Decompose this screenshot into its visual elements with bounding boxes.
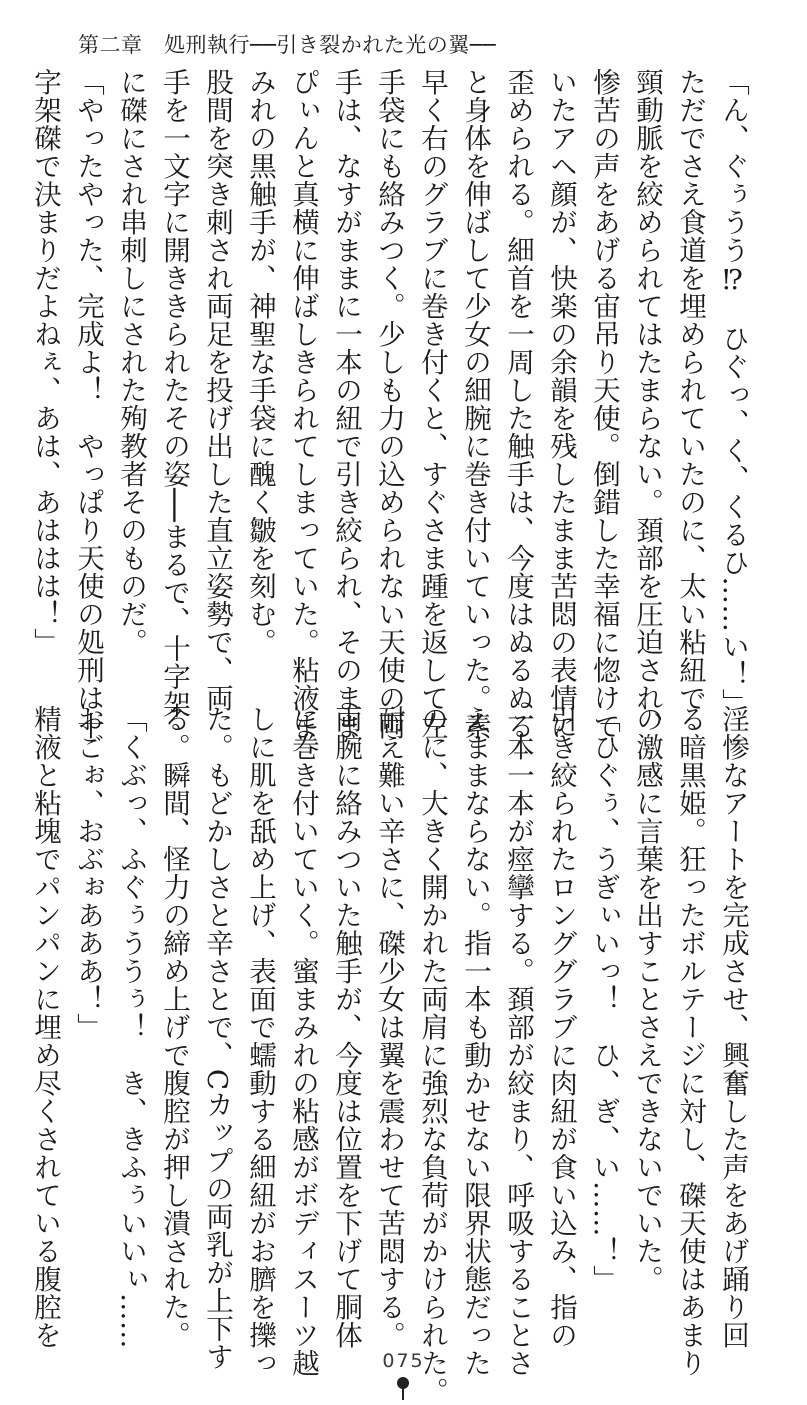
text-line: 手袋にも絡みつく。少しも力の込められない天使の両 [373,68,405,740]
text-line: 歪められる。細首を一周した触手は、今度はぬるぬる [502,68,534,740]
text-line: の激感に言葉を出すことさえできないでいた。 [631,705,663,1293]
text-line: 耐え難い辛さに、磔少女は翼を震わせて苦悶する。 [373,705,405,1349]
text-line: ただでさえ食道を埋められていたのに、太い粘紐で [674,68,706,712]
marker-stem [402,1388,404,1400]
page-number: 075 [382,1350,425,1372]
text-line: 惨苦の声をあげる宙吊り天使。倒錯した幸福に惚けて [588,68,620,740]
text-line: 淫惨なアートを完成させ、興奮した声をあげ踊り回 [717,705,749,1349]
text-line: に巻き付いていく。蜜まみれの粘感がボディスーツ越 [287,705,319,1377]
text-line: 「くぶっ、ふぐぅううぅ！ き、きふぅいいぃ…… [115,705,147,1349]
text-line: た。もどかしさと辛さとで、Cカップの両乳が上下す [201,705,233,1371]
text-line: しに肌を舐め上げ、表面で蠕動する細紐がお臍を擽っ [244,705,276,1377]
text-line: る。瞬間、怪力の締め上げで腹腔が押し潰された。 [158,705,190,1349]
text-line: 股間を突き刺され両足を投げ出した直立姿勢で、両 [201,68,233,712]
text-line: る暗黒姫。狂ったボルテージに対し、磔天使はあまり [674,705,706,1377]
text-line: みれの黒触手が、神聖な手袋に醜く皺を刻む。 [244,68,276,656]
text-line: 手は、なすがままに一本の紐で引き絞られ、そのまま [330,68,362,740]
text-line: 「ん、ぐぅうう⁉ ひぐっ、く、くるひ……い！」 [717,68,749,717]
upper-text-block [29,68,754,740]
text-line: に磔にされ串刺しにされた殉教者そのものだ。 [115,68,147,656]
thumb-index-marker-icon [397,1374,409,1400]
text-line: 一本一本が痙攣する。頚部が絞まり、呼吸することさ [502,705,534,1377]
text-line: 頸動脈を絞められてはたまらない。頚部を圧迫され、 [631,68,663,740]
running-head: 第二章 処刑執行──引き裂かれた光の翼── [78,33,497,57]
text-line: 手を一文字に開ききられたその姿──まるで、十字架 [158,68,190,719]
text-line: 「ひぐぅ、うぎぃいっ！ ひ、ぎ、い……！」 [588,705,620,1293]
text-line: 精液と粘塊でパンパンに埋め尽くされている腹腔を [29,705,61,1349]
text-line: 「やったやった、完成よ！ やっぱり天使の処刑は十 [72,68,104,740]
text-line: のに、大きく開かれた両肩に強烈な負荷がかけられた。 [416,705,448,1405]
text-line: おごぉ、おぶぉあああ！」 [72,705,104,1041]
text-line: 字架磔で決まりだよねぇ、あは、あははは！」 [29,68,61,656]
text-line: いたアヘ顔が、快楽の余韻を残したまま苦悶の表情に [545,68,577,740]
text-line: 両腕に絡みついた触手が、今度は位置を下げて胴体 [330,705,362,1349]
text-line: えままならない。指一本も動かせない限界状態だった [459,705,491,1377]
text-line: 引き絞られたロンググラブに肉紐が食い込み、指の [545,705,577,1349]
text-line: ぴぃんと真横に伸ばしきられてしまっていた。粘液ま [287,68,319,740]
text-line: 早く右のグラブに巻き付くと、すぐさま踵を返して左 [416,68,448,740]
text-line: と身体を伸ばして少女の細腕に巻き付いていった。素 [459,68,491,740]
